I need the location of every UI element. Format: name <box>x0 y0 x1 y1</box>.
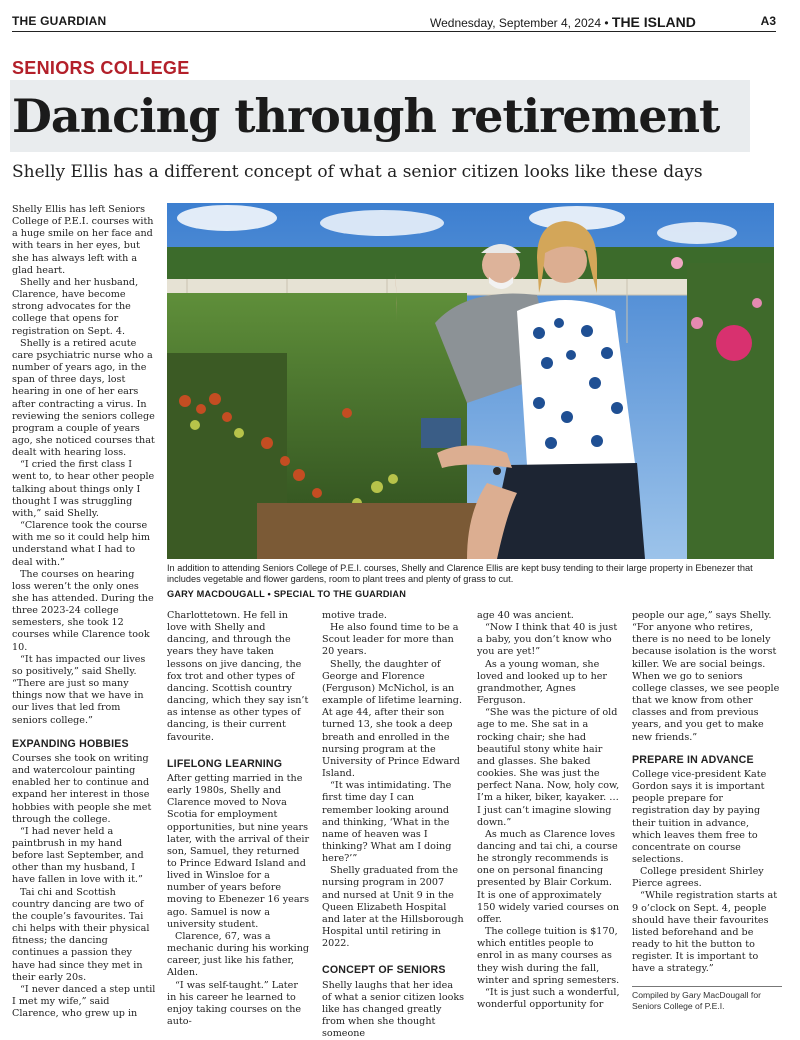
compiled-by-note: Compiled by Gary MacDougall for Seniors College of P.E.I. <box>632 986 782 1011</box>
paragraph: College president Shirley Pierce agrees. <box>632 866 764 890</box>
paragraph: “It has impacted our lives so positively,” said Shelly. “There are just so many things now that we have in our lives that led from seniors college.” <box>12 653 146 726</box>
column-2 <box>167 610 310 1028</box>
paragraph: “It is just such a wonderful, wonderful opportunity for <box>477 986 620 1010</box>
paper-name: THE GUARDIAN <box>12 14 107 28</box>
paragraph: Shelly Ellis has left Seniors College of P.E.I. courses with a huge smile on her face and with tears in her eyes, but she has always left with a glad heart. <box>12 204 154 276</box>
paragraph: College vice-president Kate Gordon says it is important people prepare for registration day by paying their tuition in advance, which leaves them free to concentrate on course selections. <box>632 768 767 865</box>
photo-credit: GARY MACDOUGALL • SPECIAL TO THE GUARDIAN <box>167 589 407 599</box>
paragraph: “It was intimidating. The first time day I can remember looking around and thinking, ‘What in the name of heaven was I thinking? What am I doing here?’” <box>322 780 452 865</box>
masthead <box>12 10 776 32</box>
paragraph: Shelly laughs that her idea of what a senior citizen looks like has changed greatly from when she thought someone <box>322 979 465 1040</box>
paragraph: “Clarence took the course with me so it could help him understand what I had to deal with.” <box>12 520 150 568</box>
paragraph: Shelly graduated from the nursing program in 2007 and nursed at Unit 9 in the Queen Elizabeth Hospital and later at the Hillsborough Hospital until retiring in 2022. <box>322 865 464 950</box>
column-3 <box>322 610 465 1040</box>
paragraph: people our age,” says Shelly. “For anyone who retires, there is no need to be lonely because isolation is the worst killer. We are social beings. When we go to seniors college classes, we see people that we know from other classes and from previous years, and you get to make new friends.” <box>632 610 780 743</box>
paragraph: He also found time to be a Scout leader for more than 20 years. <box>322 622 459 658</box>
dateline <box>430 14 696 30</box>
paragraph: age 40 was ancient. <box>477 610 574 621</box>
paragraph: Clarence, 67, was a mechanic during his working career, just like his father, Alden. <box>167 930 310 979</box>
subhead-prepare-in-advance: PREPARE IN ADVANCE <box>632 753 754 766</box>
deck: Shelly Ellis has a different concept of what a senior citizen looks like these days <box>12 162 703 182</box>
separator-dot: • <box>604 16 609 30</box>
paragraph: “I was self-taught.” Later in his career he learned to enjoy taking courses on the auto- <box>167 979 302 1027</box>
paragraph: The courses on hearing loss weren’t the only ones she has attended. During the three 2023-24 college semesters, she took 12 courses while Clarence took 10. <box>12 568 154 653</box>
paragraph: “She was the picture of old age to me. She sat in a rocking chair; she had beautiful stony white hair and glasses. She baked cookies. She was just the perfect Nana. Now, holy cow, I’m a hiker, biker, kayaker. … I just can’t imagine slowing down.” <box>477 707 620 828</box>
column-1 <box>12 204 156 1020</box>
paragraph: As a young woman, she loved and looked up to her grandmother, Agnes Ferguson. <box>477 658 608 707</box>
paragraph: Courses she took on writing and watercolour painting enabled her to continue and expand her interest in those hobbies with people she met through the college. <box>12 752 152 825</box>
page-number: A3 <box>760 14 776 28</box>
paragraph: Charlottetown. He fell in love with Shelly and dancing, and through the years they have taken lessons on jive dancing, the fox trot and other types of dancing. Scottish country dancing, which they say isn’t as intense as other types of dancing, is their current favourite. <box>167 610 309 743</box>
column-4 <box>477 610 620 1011</box>
paragraph: Shelly and her husband, Clarence, have become strong advocates for the college that opens for registration on Sept. 4. <box>12 276 139 337</box>
column-5 <box>632 610 780 976</box>
paragraph: “Now I think that 40 is just a baby, you don’t know who you are yet!” <box>477 622 618 658</box>
feature-photo <box>167 203 774 559</box>
subhead-lifelong-learning: LIFELONG LEARNING <box>167 757 283 770</box>
paragraph: Shelly, the daughter of George and Florence (Ferguson) McNichol, is an example of lifetime learning. At age 44, after their son turned 13, she took a deep breath and enrolled in the nursing program at the University of Prince Edward Island. <box>322 658 462 780</box>
paragraph: “I never danced a step until I met my wife,” said Clarence, who grew up in <box>12 983 156 1020</box>
paragraph: Tai chi and Scottish country dancing are two of the couple’s favourites. Tai chi helps with their physical fitness; the dancing continues a passion they have had since they met in their early 20s. <box>12 886 150 983</box>
date: Wednesday, September 4, 2024 <box>430 16 601 30</box>
headline: Dancing through retirement <box>10 80 750 152</box>
subhead-expanding-hobbies: EXPANDING HOBBIES <box>12 737 129 750</box>
section-kicker: SENIORS COLLEGE <box>12 58 190 78</box>
paragraph: The college tuition is $170, which entitles people to enrol in as many courses as they wish during the fall, winter and spring semesters. <box>477 926 620 986</box>
paragraph: As much as Clarence loves dancing and tai chi, a course he strongly recommends is one on personal financing presented by Blair Corkum. It is one of approximately 150 widely varied courses on offer. <box>477 828 620 925</box>
subhead-concept-of-seniors: CONCEPT OF SENIORS <box>322 964 446 977</box>
section-name: THE ISLAND <box>611 14 696 30</box>
paragraph: “While registration starts at 9 o’clock on Sept. 4, people should have their favourites listed beforehand and be ready to hit the button to register. It is important to have a strategy.” <box>632 890 778 975</box>
paragraph: After getting married in the early 1980s, Shelly and Clarence moved to Nova Scotia for employment opportunities, but nine years later, with the arrival of their son, Samuel, they returned to Prince Edward Island and lived in Winsloe for a number of years before moving to Ebenezer 16 years ago. Samuel is now a university student. <box>167 772 310 930</box>
photo-caption: In addition to attending Seniors College of P.E.I. courses, Shelly and Clarence Ellis are kept busy tending to their large property in Ebenezer that includes vegetable and flower gardens, room to plant trees and plenty of grass to cut. <box>167 563 753 585</box>
paragraph: Shelly is a retired acute care psychiatric nurse who a number of years ago, in the span of three days, lost hearing in one of her ears after contracting a virus. In reviewing the seniors college program a couple of years ago, she noticed courses that dealt with hearing loss. <box>12 337 155 459</box>
paragraph: motive trade. <box>322 610 387 621</box>
paragraph: “I cried the first class I went to, to hear other people talking about things only I thought I was struggling with,” said Shelly. <box>12 459 155 519</box>
paragraph: “I had never held a paintbrush in my hand before last September, and other than my husband, I have fallen in love with it.” <box>12 825 144 886</box>
